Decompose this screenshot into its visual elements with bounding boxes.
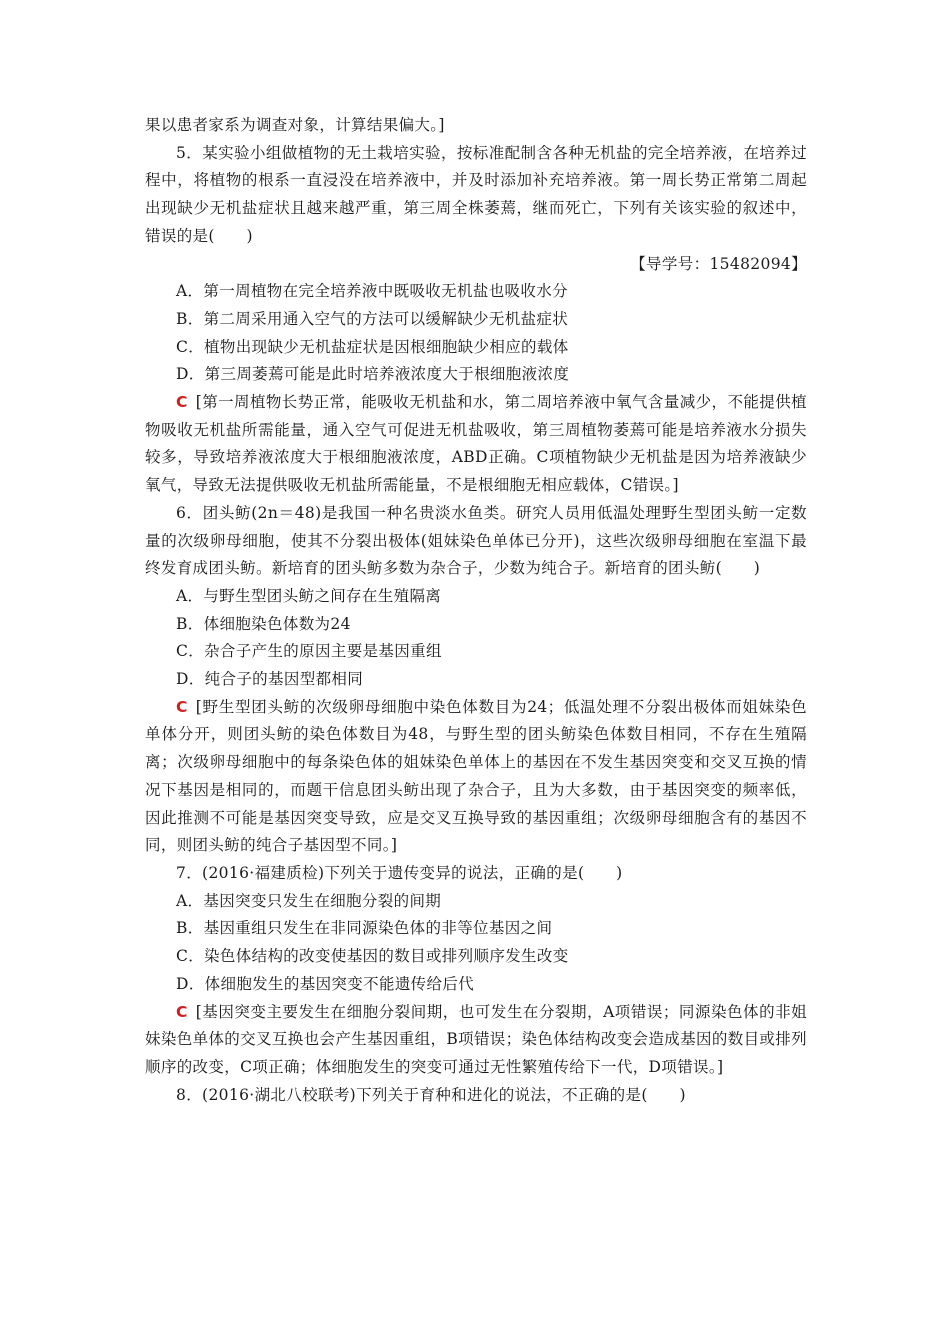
q6-option-a: A．与野生型团头鲂之间存在生殖隔离 [176,586,442,605]
q7-option-a: A．基因突变只发生在细胞分裂的间期 [176,891,442,910]
q5-guide-number: 【导学号：15482094】 [630,254,807,273]
q6-option-d: D．纯合子的基因型都相同 [176,670,364,689]
q7-option-d: D．体细胞发生的基因突变不能遗传给后代 [176,974,475,993]
q6-stem: 6．团头鲂(2n＝48)是我国一种名贵淡水鱼类。研究人员用低温处理野生型团头鲂一定数量的次级卵母细胞，使其不分裂出极体(姐妹染色单体已分开)，这些次级卵母细胞在室温下最终发育成团头鲂。新培育的团头鲂多数为杂合子，少数为纯合子。新培育的团头鲂( ) [145,503,807,578]
q5-option-b: B．第二周采用通入空气的方法可以缓解缺少无机盐症状 [176,309,569,328]
q7-answer-text: [基因突变主要发生在细胞分裂间期，也可发生在分裂期，A项错误；同源染色体的非姐妹染色单体的交叉互换也会产生基因重组，B项错误；染色体结构改变会造成基因的数目或排列顺序的改变，C项正确；体细胞发生的突变可通过无性繁殖传给下一代，D项错误。] [145,1002,807,1076]
q6-answer-letter: C [176,697,188,716]
q5-option-a: A．第一周植物在完全培养液中既吸收无机盐也吸收水分 [176,282,568,301]
q5-option-c: C．植物出现缺少无机盐症状是因根细胞缺少相应的载体 [176,337,569,356]
document-page [145,112,807,1109]
q7-option-c: C．染色体结构的改变使基因的数目或排列顺序发生改变 [176,947,569,966]
q5-answer-letter: C [176,393,188,412]
q7-stem: 7．(2016·福建质检)下列关于遗传变异的说法，正确的是( ) [176,863,623,882]
q5-stem: 5．某实验小组做植物的无土栽培实验，按标准配制含各种无机盐的完全培养液，在培养过程中，将植物的根系一直浸没在培养液中，并及时添加补充培养液。第一周长势正常第二周起出现缺少无机盐症状且越来越严重，第三周全株萎蔫，继而死亡，下列有关该实验的叙述中，错误的是( ) [145,143,807,245]
q5-option-d: D．第三周萎蔫可能是此时培养液浓度大于根细胞液浓度 [176,365,570,384]
intro-line: 果以患者家系为调查对象，计算结果偏大。] [145,116,445,134]
q6-answer-text: [野生型团头鲂的次级卵母细胞中染色体数目为24；低温处理不分裂出极体而姐妹染色单体分开，则团头鲂的染色体数目为48，与野生型的团头鲂染色体数目相同，不存在生殖隔离；次级卵母细胞中的每条染色体的姐妹染色单体上的基因在不发生基因突变和交叉互换的情况下基因是相同的，而题干信息团头鲂出现了杂合子，且为大多数，由于基因突变的频率低，因此推测不可能是基因突变导致，应是交叉互换导致的基因重组；次级卵母细胞含有的基因不同，则团头鲂的纯合子基因型不同。] [145,697,807,855]
q5-answer [145,389,807,500]
q8-stem: 8．(2016·湖北八校联考)下列关于育种和进化的说法，不正确的是( ) [176,1085,686,1104]
q5-answer-text: [第一周植物长势正常，能吸收无机盐和水，第二周培养液中氧气含量减少，不能提供植物吸收无机盐所需能量，通入空气可促进无机盐吸收，第三周植物萎蔫可能是培养液水分损失较多，导致培养液浓度大于根细胞液浓度，ABD正确。C项植物缺少无机盐是因为培养液缺少氧气，导致无法提供吸收无机盐所需能量，不是根细胞无相应载体，C错误。] [145,393,807,495]
q7-answer-letter: C [176,1002,188,1021]
q6-answer [145,694,807,860]
q6-option-c: C．杂合子产生的原因主要是基因重组 [176,642,442,661]
q7-option-b: B．基因重组只发生在非同源染色体的非等位基因之间 [176,919,553,938]
q7-answer [145,999,807,1082]
q6-option-b: B．体细胞染色体数为24 [176,614,351,633]
